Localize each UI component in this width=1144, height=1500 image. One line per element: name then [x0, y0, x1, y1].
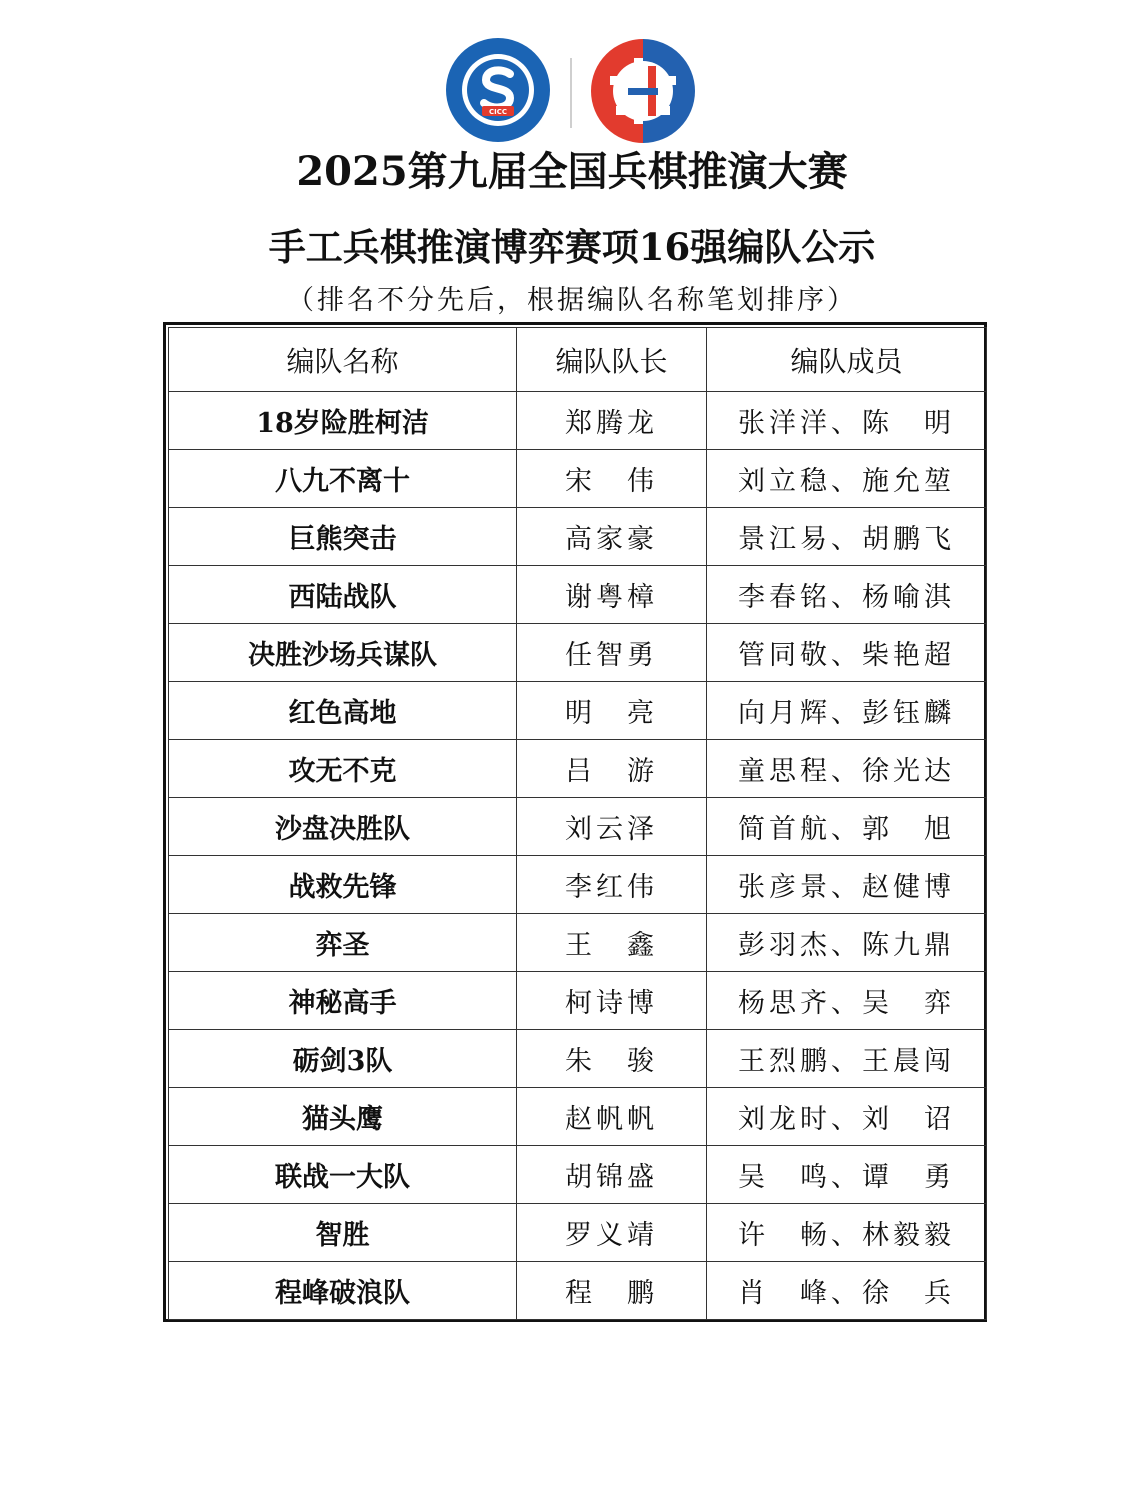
team-name-cell: 弈圣 — [169, 914, 517, 972]
members-cell: 彭羽杰、陈九鼎 — [707, 914, 987, 972]
captain-cell: 郑腾龙 — [517, 392, 707, 450]
page-subtitle: 手工兵棋推演博弈赛项16强编队公示 — [268, 225, 876, 269]
table-row — [169, 1204, 987, 1262]
captain-cell: 朱 骏 — [517, 1030, 707, 1088]
members-cell: 景江易、胡鹏飞 — [707, 508, 987, 566]
team-name-cell: 联战一大队 — [169, 1146, 517, 1204]
svg-text:CICC: CICC — [488, 108, 508, 116]
members-cell: 刘龙时、刘 诏 — [707, 1088, 987, 1146]
members-cell: 简首航、郭 旭 — [707, 798, 987, 856]
team-name-cell: 战救先锋 — [169, 856, 517, 914]
captain-cell: 罗义靖 — [517, 1204, 707, 1262]
captain-cell: 高家豪 — [517, 508, 707, 566]
captain-cell: 胡锦盛 — [517, 1146, 707, 1204]
team-name-cell: 程峰破浪队 — [169, 1262, 517, 1320]
table-row — [169, 972, 987, 1030]
team-table — [168, 327, 987, 1320]
captain-cell: 王 鑫 — [517, 914, 707, 972]
members-cell: 肖 峰、徐 兵 — [707, 1262, 987, 1320]
table-row — [169, 624, 987, 682]
team-name-cell: 智胜 — [169, 1204, 517, 1262]
captain-cell: 李红伟 — [517, 856, 707, 914]
team-name-cell: 八九不离十 — [169, 450, 517, 508]
team-name-cell: 砺剑3队 — [169, 1030, 517, 1088]
table-row — [169, 740, 987, 798]
logo-divider — [570, 58, 572, 128]
wargame-emblem-icon — [588, 36, 698, 146]
team-table-frame — [163, 322, 987, 1322]
captain-cell: 刘云泽 — [517, 798, 707, 856]
column-header-team: 编队名称 — [169, 328, 517, 392]
table-row — [169, 450, 987, 508]
table-header-row — [169, 328, 987, 392]
members-cell: 许 畅、林毅毅 — [707, 1204, 987, 1262]
captain-cell: 吕 游 — [517, 740, 707, 798]
members-cell: 杨思齐、吴 弈 — [707, 972, 987, 1030]
team-name-cell: 攻无不克 — [169, 740, 517, 798]
captain-cell: 任智勇 — [517, 624, 707, 682]
members-cell: 童思程、徐光达 — [707, 740, 987, 798]
captain-cell: 谢粤樟 — [517, 566, 707, 624]
table-row — [169, 508, 987, 566]
captain-cell: 程 鹏 — [517, 1262, 707, 1320]
team-name-cell: 神秘高手 — [169, 972, 517, 1030]
members-cell: 张洋洋、陈 明 — [707, 392, 987, 450]
table-row — [169, 1088, 987, 1146]
table-row — [169, 856, 987, 914]
captain-cell: 明 亮 — [517, 682, 707, 740]
column-header-members: 编队成员 — [707, 328, 987, 392]
members-cell: 向月辉、彭钰麟 — [707, 682, 987, 740]
members-cell: 管同敬、柴艳超 — [707, 624, 987, 682]
team-name-cell: 红色高地 — [169, 682, 517, 740]
team-name-cell: 巨熊突击 — [169, 508, 517, 566]
team-name-cell: 西陆战队 — [169, 566, 517, 624]
captain-cell: 宋 伟 — [517, 450, 707, 508]
table-row — [169, 566, 987, 624]
table-row — [169, 914, 987, 972]
table-row — [169, 798, 987, 856]
members-cell: 李春铭、杨喻淇 — [707, 566, 987, 624]
captain-cell: 赵帆帆 — [517, 1088, 707, 1146]
members-cell: 刘立稳、施允堃 — [707, 450, 987, 508]
table-row — [169, 1146, 987, 1204]
cicc-seal-icon — [444, 36, 552, 144]
members-cell: 张彦景、赵健博 — [707, 856, 987, 914]
members-cell: 王烈鹏、王晨闯 — [707, 1030, 987, 1088]
team-name-cell: 沙盘决胜队 — [169, 798, 517, 856]
column-header-captain: 编队队长 — [517, 328, 707, 392]
logo-bar — [0, 36, 1144, 146]
table-row — [169, 392, 987, 450]
table-row — [169, 682, 987, 740]
captain-cell: 柯诗博 — [517, 972, 707, 1030]
ordering-note: （排名不分先后，根据编队名称笔划排序） — [287, 285, 857, 316]
team-name-cell: 决胜沙场兵谋队 — [169, 624, 517, 682]
table-body — [169, 392, 987, 1320]
team-name-cell: 18岁险胜柯洁 — [169, 392, 517, 450]
members-cell: 吴 鸣、谭 勇 — [707, 1146, 987, 1204]
table-row — [169, 1262, 987, 1320]
team-name-cell: 猫头鹰 — [169, 1088, 517, 1146]
page-title: 2025第九届全国兵棋推演大赛 — [296, 148, 848, 195]
table-row — [169, 1030, 987, 1088]
